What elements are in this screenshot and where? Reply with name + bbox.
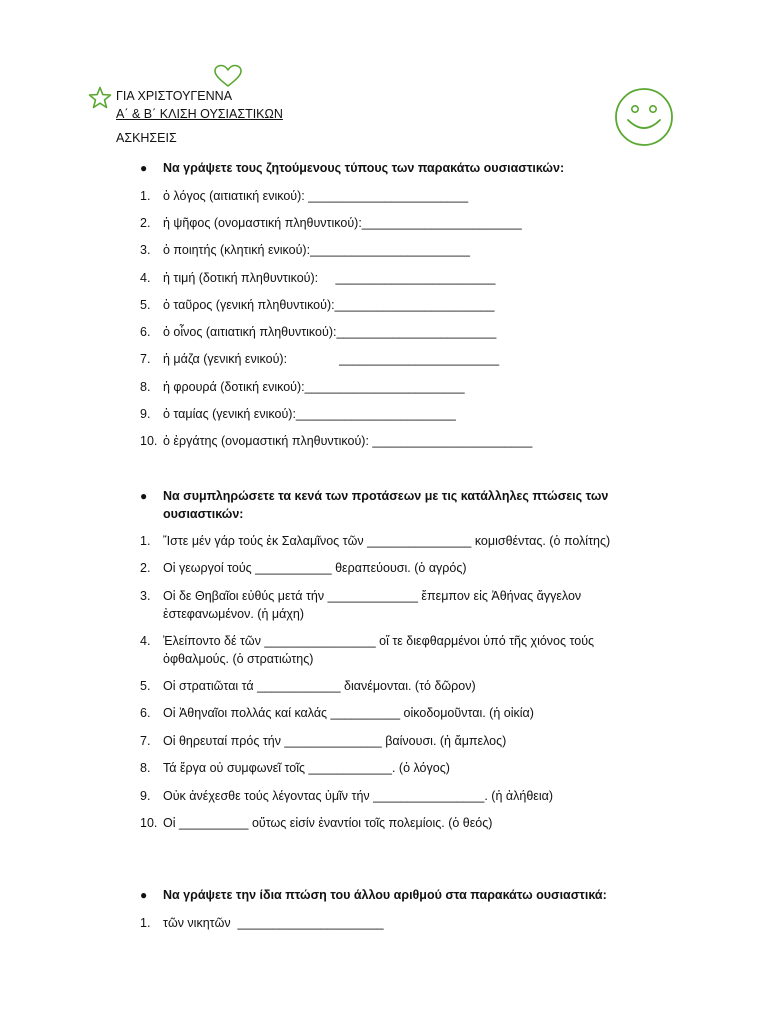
item-number: 6. [140, 706, 151, 720]
exercise-1-heading-text: Να γράψετε τους ζητούμενους τύπους των παρακάτω ουσιαστικών: [163, 161, 565, 175]
item-number: 1. [140, 189, 151, 203]
item-text: τῶν νικητῶν _____________________ [163, 916, 384, 930]
item-number: 9. [140, 407, 151, 421]
item-text: Οὐκ ἀνέχεσθε τούς λέγοντας ὑμῖν τήν ________________. (ἡ ἀλήθεια) [163, 789, 554, 803]
item-number: 6. [140, 325, 151, 339]
item-text: ὁ οἶνος (αιτιατική πληθυντικού):_______________________ [163, 325, 497, 339]
item-number: 8. [140, 380, 151, 394]
star-icon [88, 86, 112, 110]
title-line-1: ΓΙΑ ΧΡΙΣΤΟΥΓΕΝΝΑ [116, 89, 233, 103]
item-number: 10. [140, 434, 158, 448]
item-number: 5. [140, 298, 151, 312]
item-number: 8. [140, 761, 151, 775]
item-text: Οἱ δε Θηβαῖοι εὐθύς μετά τήν _____________ ἔπεμπον εἰς Ἀθήνας ἄγγελον ἐστεφανωμένον. (ἡ μάχη) [163, 589, 585, 621]
smiley-icon [613, 86, 675, 148]
item-number: 2. [140, 216, 151, 230]
item-number: 3. [140, 589, 151, 603]
title-line-2: Α΄ & Β΄ ΚΛΙΣΗ ΟΥΣΙΑΣΤΙΚΩΝ [116, 107, 283, 121]
item-text: ὁ ἐργάτης (ονομαστική πληθυντικού): _______________________ [163, 434, 533, 448]
item-text: Οἱ γεωργοί τούς ___________ θεραπεύουσι. (ὁ αγρός) [163, 561, 467, 575]
item-number: 10. [140, 816, 158, 830]
item-text: ἡ φρουρά (δοτική ενικού):_______________________ [163, 380, 465, 394]
item-number: 4. [140, 271, 151, 285]
item-text: Ἐλείποντο δέ τῶν ________________ οἵ τε διεφθαρμένοι ὑπό τῆς χιόνος τούς ὀφθαλμούς. (ὁ στρατιώτης) [163, 634, 598, 666]
section-label: ΑΣΚΗΣΕΙΣ [116, 131, 177, 145]
item-text: Τά ἔργα οὐ συμφωνεῖ τοῖς ____________. (ὁ λόγος) [163, 761, 450, 775]
item-number: 1. [140, 534, 151, 548]
heart-icon [213, 64, 243, 88]
item-number: 2. [140, 561, 151, 575]
item-number: 5. [140, 679, 151, 693]
bullet-icon: ● [140, 888, 148, 902]
exercise-2-heading-text: Να συμπληρώσετε τα κενά των προτάσεων με τις κατάλληλες πτώσεις των ουσιαστικών: [163, 489, 609, 521]
item-number: 1. [140, 916, 151, 930]
item-text: Οἱ στρατιῶται τά ____________ διανέμονται. (τό δῶρον) [163, 679, 476, 693]
item-text: ὁ ταμίας (γενική ενικού):_______________________ [163, 407, 456, 421]
item-number: 9. [140, 789, 151, 803]
item-number: 4. [140, 634, 151, 648]
bullet-icon: ● [140, 489, 148, 503]
item-text: ὁ ποιητής (κλητική ενικού):_______________________ [163, 243, 470, 257]
item-text: ὁ λόγος (αιτιατική ενικού): _______________________ [163, 189, 469, 203]
item-text: ἡ μάζα (γενική ενικού): _______________________ [163, 352, 500, 366]
item-number: 7. [140, 734, 151, 748]
item-text: Ἴστε μέν γάρ τούς ἐκ Σαλαμῖνος τῶν _______________ κομισθέντας. (ὁ πολίτης) [163, 534, 611, 548]
item-number: 3. [140, 243, 151, 257]
item-text: Οἱ θηρευταί πρός τήν ______________ βαίνουσι. (ἡ ἄμπελος) [163, 734, 507, 748]
exercise-3-heading-text: Να γράψετε την ίδια πτώση του άλλου αριθμού στα παρακάτω ουσιαστικά: [163, 888, 607, 902]
bullet-icon: ● [140, 161, 148, 175]
item-text: ἡ ψῆφος (ονομαστική πληθυντικού):_______________________ [163, 216, 522, 230]
item-text: Οἱ __________ οὕτως εἰσίν ἐναντίοι τοῖς πολεμίοις. (ὁ θεός) [163, 816, 493, 830]
worksheet-header [116, 87, 283, 123]
item-number: 7. [140, 352, 151, 366]
item-text: ἡ τιμή (δοτική πληθυντικού): _______________________ [163, 271, 496, 285]
item-text: Οἱ Ἀθηναῖοι πολλάς καί καλάς __________ οἰκοδομοῦνται. (ἡ οἰκία) [163, 706, 534, 720]
item-text: ὁ ταῦρος (γενική πληθυντικού):_______________________ [163, 298, 495, 312]
